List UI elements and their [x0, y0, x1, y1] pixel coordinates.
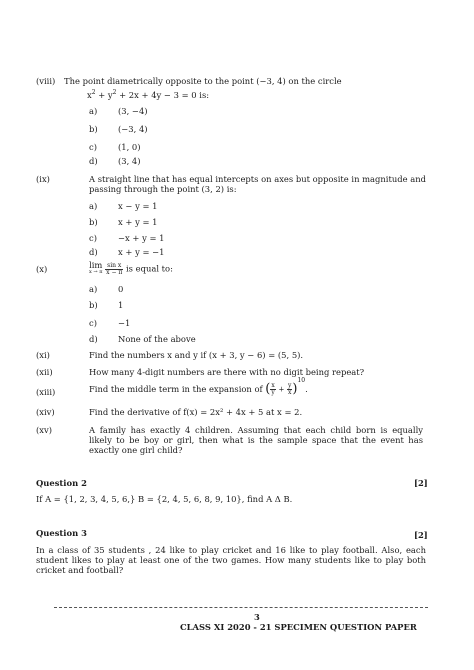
question-text: How many 4-digit numbers are there with no digit being repeat?: [89, 367, 365, 377]
option-value: None of the above: [118, 334, 196, 344]
question-number: (viii): [36, 76, 56, 86]
question-text: A family has exactly 4 children. Assuming that each child born is equally likely to be boy or girl, then what is the sample space that the event has exactly one girl child?: [89, 425, 423, 455]
option-value: x + y = −1: [118, 247, 165, 257]
option-label: c): [89, 142, 97, 152]
option-value: −1: [118, 318, 131, 328]
option-label: b): [89, 124, 98, 134]
question-number: (xii): [36, 367, 53, 377]
question-number: (xiii): [36, 387, 56, 397]
option-label: d): [89, 247, 98, 257]
limit-expression: lim x → π $\frac{\text{sin x}}{x - \pi}$ is equal to:: [89, 260, 173, 276]
option-value: 1: [118, 300, 124, 310]
circle-equation: $x^2 + y^2 + 2x + 4y - 3 = 0$ is:: [87, 89, 210, 100]
option-value: (3, −4): [118, 106, 148, 116]
option-label: d): [89, 334, 98, 344]
option-label: d): [89, 156, 98, 166]
question-text: The point diametrically opposite to the point (−3, 4) on the circle: [64, 76, 342, 86]
option-label: a): [89, 201, 98, 211]
option-value: x − y = 1: [118, 201, 158, 211]
question-text: A straight line that has equal intercepts on axes but opposite in magnitude and: [89, 174, 426, 184]
question-heading: Question 2: [36, 478, 87, 488]
option-label: a): [89, 284, 98, 294]
footer-divider: [54, 607, 428, 608]
question-text: In a class of 35 students , 24 like to play cricket and 16 like to play football. Also, each student likes to play at least one of the two games. How many students like to play both cricket and football?: [36, 545, 426, 575]
question-number: (xiv): [36, 407, 55, 417]
question-number: (x): [36, 264, 48, 274]
option-value: (3, 4): [118, 156, 141, 166]
option-value: −x + y = 1: [118, 233, 165, 243]
option-value: (1, 0): [118, 142, 141, 152]
option-label: c): [89, 318, 97, 328]
question-text: If A = {1, 2, 3, 4, 5, 6,} B = {2, 4, 5, 6, 8, 9, 10}, find A Δ B.: [36, 494, 293, 504]
option-value: (−3, 4): [118, 124, 148, 134]
option-label: b): [89, 217, 98, 227]
question-number: (xv): [36, 425, 52, 435]
question-text: Find the derivative of f(x) = 2x² + 4x + 5 at x = 2.: [89, 407, 303, 417]
question-heading: Question 3: [36, 528, 87, 538]
option-label: a): [89, 106, 98, 116]
marks: [2]: [414, 478, 428, 488]
marks: [2]: [414, 530, 428, 540]
option-value: x + y = 1: [118, 217, 158, 227]
option-label: c): [89, 233, 97, 243]
question-number: (xi): [36, 350, 50, 360]
question-text: passing through the point (3, 2) is:: [89, 184, 237, 194]
footer-caption: CLASS XI 2020 - 21 SPECIMEN QUESTION PAPER: [180, 622, 417, 632]
question-text: Find the numbers x and y if (x + 3, y − 6) = (5, 5).: [89, 350, 304, 360]
page-number: 3: [254, 612, 260, 622]
option-value: 0: [118, 284, 124, 294]
question-number: (ix): [36, 174, 50, 184]
binomial-expression: Find the middle term in the expansion of ( $\frac{x}{y}$ + $\frac{y}{x}$ )$^{10}$.: [89, 377, 308, 397]
option-label: b): [89, 300, 98, 310]
